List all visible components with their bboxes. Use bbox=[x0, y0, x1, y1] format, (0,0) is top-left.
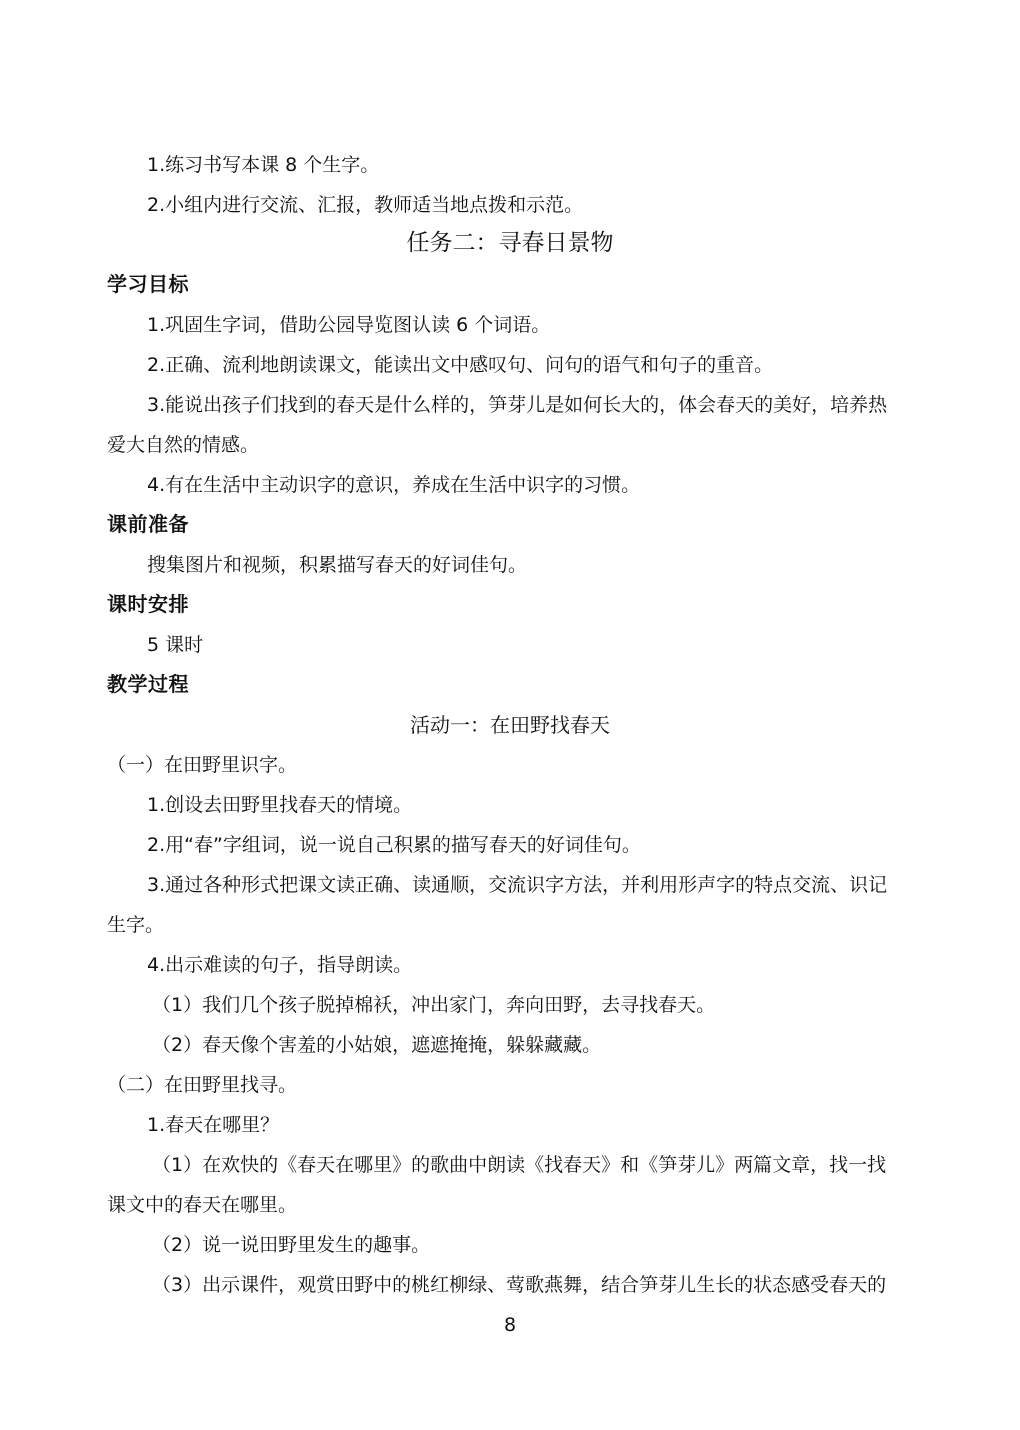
section2-subitem-2: （2）说一说田野里发生的趣事。 bbox=[152, 1234, 431, 1256]
activity-title: 活动一：在田野找春天 bbox=[410, 713, 610, 737]
section1-item-3: 3.通过各种形式把课文读正确、读通顺，交流识字方法，并利用形声字的特点交流、识记 bbox=[147, 874, 888, 896]
section1-item-2: 2.用“春”字组词，说一说自己积累的描写春天的好词佳句。 bbox=[147, 834, 641, 856]
goals-heading: 学习目标 bbox=[107, 272, 189, 296]
task-title: 任务二：寻春日景物 bbox=[406, 230, 614, 256]
section1-sentence-2: （2）春天像个害羞的小姑娘，遮遮掩掩，躲躲藏藏。 bbox=[152, 1034, 602, 1056]
schedule-heading: 课时安排 bbox=[107, 592, 189, 616]
section2-subitem-3: （3）出示课件，观赏田野中的桃红柳绿、莺歌燕舞，结合笋芽儿生长的状态感受春天的 bbox=[152, 1274, 887, 1296]
top-item-1: 1.练习书写本课 8 个生字。 bbox=[147, 154, 380, 176]
goal-item-3-cont: 爱大自然的情感。 bbox=[107, 434, 260, 456]
section2-title: （二）在田野里找寻。 bbox=[107, 1074, 298, 1096]
top-item-2: 2.小组内进行交流、汇报，教师适当地点拨和示范。 bbox=[147, 194, 584, 216]
process-heading: 教学过程 bbox=[107, 672, 189, 696]
section1-item-4: 4.出示难读的句子，指导朗读。 bbox=[147, 954, 413, 976]
goal-item-4: 4.有在生活中主动识字的意识，养成在生活中识字的习惯。 bbox=[147, 474, 641, 496]
section2-subitem-1: （1）在欢快的《春天在哪里》的歌曲中朗读《找春天》和《笋芽儿》两篇文章，找一找 bbox=[152, 1154, 887, 1176]
prep-heading: 课前准备 bbox=[107, 512, 189, 536]
goal-item-2: 2.正确、流利地朗读课文，能读出文中感叹句、问句的语气和句子的重音。 bbox=[147, 354, 774, 376]
page-number: 8 bbox=[503, 1314, 517, 1336]
goal-item-3: 3.能说出孩子们找到的春天是什么样的，笋芽儿是如何长大的，体会春天的美好，培养热 bbox=[147, 394, 888, 416]
section1-item-3-cont: 生字。 bbox=[107, 914, 165, 936]
section1-sentence-1: （1）我们几个孩子脱掉棉袄，冲出家门，奔向田野，去寻找春天。 bbox=[152, 994, 716, 1016]
section2-subitem-1-cont: 课文中的春天在哪里。 bbox=[107, 1194, 298, 1216]
section1-title: （一）在田野里识字。 bbox=[107, 754, 298, 776]
prep-text: 搜集图片和视频，积累描写春天的好词佳句。 bbox=[147, 554, 528, 576]
section2-item-1: 1.春天在哪里？ bbox=[147, 1114, 280, 1136]
goal-item-1: 1.巩固生字词，借助公园导览图认读 6 个词语。 bbox=[147, 314, 551, 336]
section1-item-1: 1.创设去田野里找春天的情境。 bbox=[147, 794, 413, 816]
schedule-text: 5 课时 bbox=[147, 634, 204, 656]
